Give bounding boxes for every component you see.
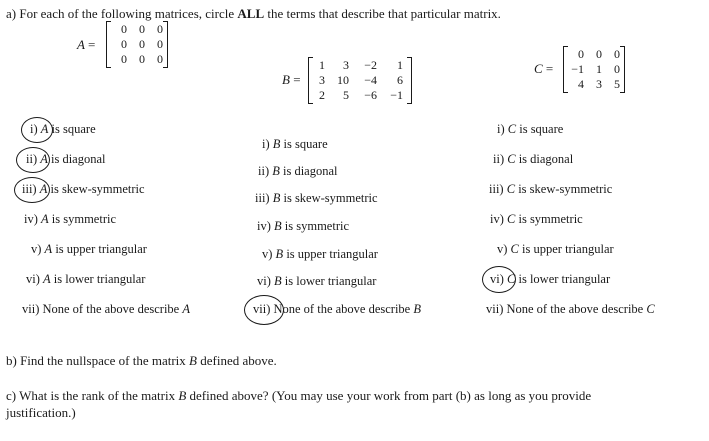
option-c-5[interactable]: v) C is upper triangular: [497, 242, 614, 256]
part-c-question-line2: justification.): [6, 405, 76, 420]
option-c-4[interactable]: iv) C is symmetric: [490, 212, 583, 226]
option-a-3[interactable]: iii) A is skew-symmetric: [22, 182, 145, 196]
option-b-1[interactable]: i) B is square: [262, 137, 328, 151]
part-a-prompt: a) For each of the following matrices, circle ALL the terms that describe that particular matrix.: [6, 6, 501, 21]
part-c-question-line1: c) What is the rank of the matrix B defined above? (You may use your work from part (b) as long as you provide: [6, 388, 592, 403]
option-b-5[interactable]: v) B is upper triangular: [262, 247, 378, 261]
option-c-1[interactable]: i) C is square: [497, 122, 564, 136]
matrix-c-label: C =: [534, 61, 554, 76]
option-a-2[interactable]: ii) A is diagonal: [26, 152, 106, 166]
matrix-c: 0 0 0 −1 1 0 4 3 5: [563, 46, 625, 93]
matrix-a-label: A =: [77, 37, 96, 52]
matrix-b-label: B =: [282, 72, 301, 87]
part-b-question: b) Find the nullspace of the matrix B defined above.: [6, 353, 277, 368]
option-b-2[interactable]: ii) B is diagonal: [258, 164, 338, 178]
matrix-a: 0 0 0 0 0 0 0 0 0: [106, 21, 168, 68]
option-b-3[interactable]: iii) B is skew-symmetric: [255, 191, 378, 205]
option-a-5[interactable]: v) A is upper triangular: [31, 242, 147, 256]
option-a-7[interactable]: vii) None of the above describe A: [22, 302, 190, 316]
option-c-3[interactable]: iii) C is skew-symmetric: [489, 182, 613, 196]
option-b-6[interactable]: vi) B is lower triangular: [257, 274, 377, 288]
option-a-6[interactable]: vi) A is lower triangular: [26, 272, 146, 286]
matrix-b: 1 3 −2 1 3 10 −4 6 2 5 −6 −1: [308, 57, 412, 104]
option-b-4[interactable]: iv) B is symmetric: [257, 219, 350, 233]
option-b-7[interactable]: vii) None of the above describe B: [253, 302, 421, 316]
option-c-6[interactable]: vi) C is lower triangular: [490, 272, 611, 286]
option-a-1[interactable]: i) A is square: [30, 122, 96, 136]
option-a-4[interactable]: iv) A is symmetric: [24, 212, 117, 226]
option-c-7[interactable]: vii) None of the above describe C: [486, 302, 655, 316]
option-c-2[interactable]: ii) C is diagonal: [493, 152, 574, 166]
